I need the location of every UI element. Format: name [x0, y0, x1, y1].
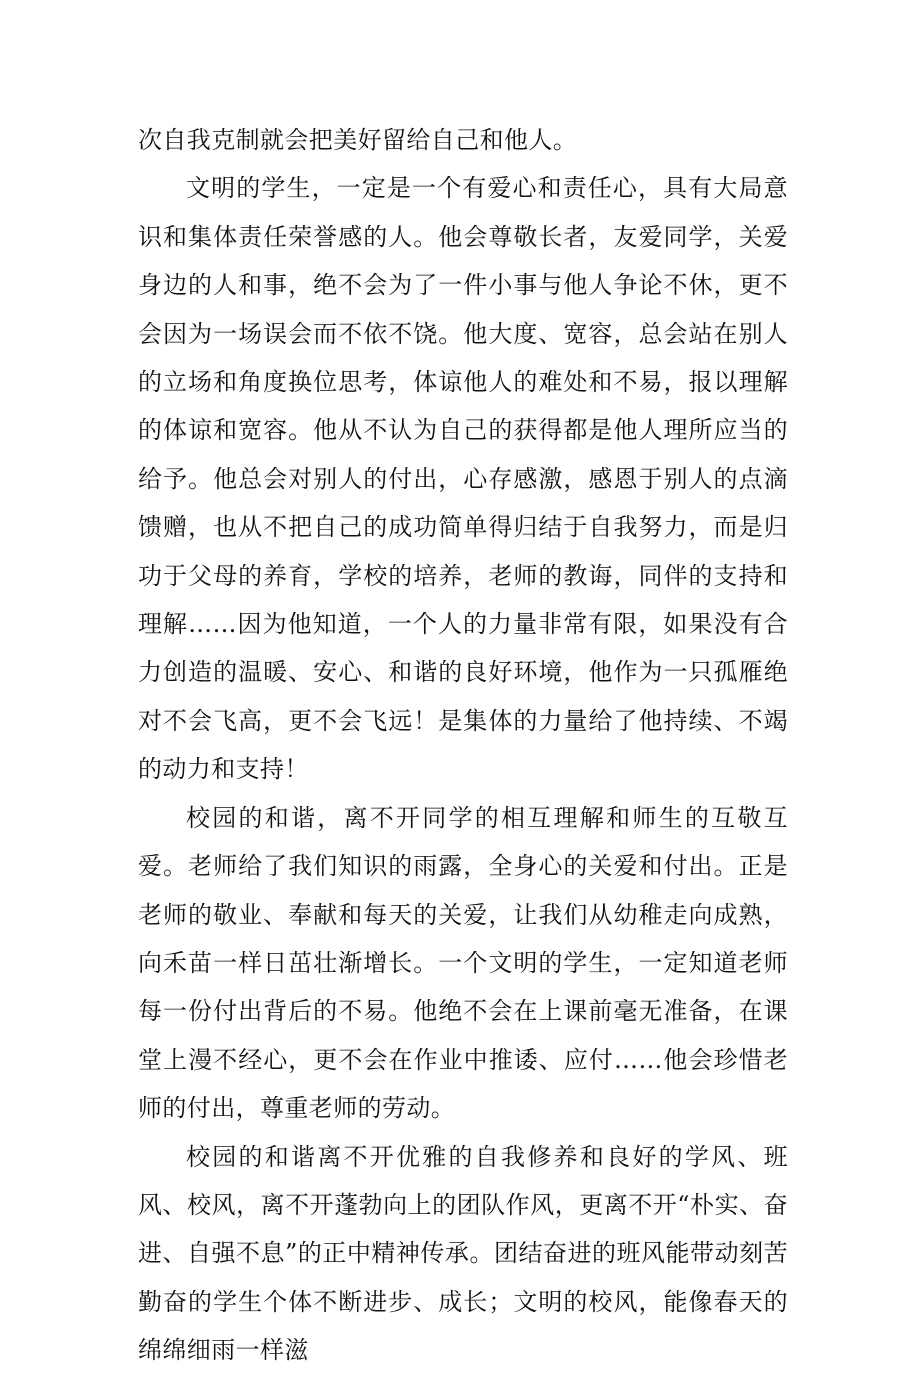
paragraph-4: 校园的和谐离不开优雅的自我修养和良好的学风、班风、校风，离不开蓬勃向上的团队作风，更离不开“朴实、奋进、自强不息”的正中精神传承。团结奋进的班风能带动刻苦勤奋的学生个体不断进步、成长；文明的校风，能像春天的绵绵细雨一样滋 — [138, 1142, 788, 1365]
paragraph-2: 文明的学生，一定是一个有爱心和责任心，具有大局意识和集体责任荣誉感的人。他会尊敬长者，友爱同学，关爱身边的人和事，绝不会为了一件小事与他人争论不休，更不会因为一场误会而不依不饶。他大度、宽容，总会站在别人的立场和角度换位思考，体谅他人的难处和不易，报以理解的体谅和宽容。他从不认为自己的获得都是他人理所应当的给予。他总会对别人的付出，心存感激，感恩于别人的点滴馈赠，也从不把自己的成功简单得归结于自我努力，而是归功于父母的养育，学校的培养，老师的教诲，同伴的支持和理解……因为他知道，一个人的力量非常有限，如果没有合力创造的温暖、安心、和谐的良好环境，他作为一只孤雁绝对不会飞高，更不会飞远！是集体的力量给了他持续、不竭的动力和支持！ — [138, 174, 788, 784]
document-body — [138, 116, 788, 1375]
paragraph-3: 校园的和谐，离不开同学的相互理解和师生的互敬互爱。老师给了我们知识的雨露，全身心的关爱和付出。正是老师的敬业、奉献和每天的关爱，让我们从幼稚走向成熟，向禾苗一样日茁壮渐增长。一个文明的学生，一定知道老师每一份付出背后的不易。他绝不会在上课前毫无准备，在课堂上漫不经心，更不会在作业中推诿、应付……他会珍惜老师的付出，尊重老师的劳动。 — [138, 803, 788, 1123]
paragraph-1: 次自我克制就会把美好留给自己和他人。 — [138, 126, 578, 154]
